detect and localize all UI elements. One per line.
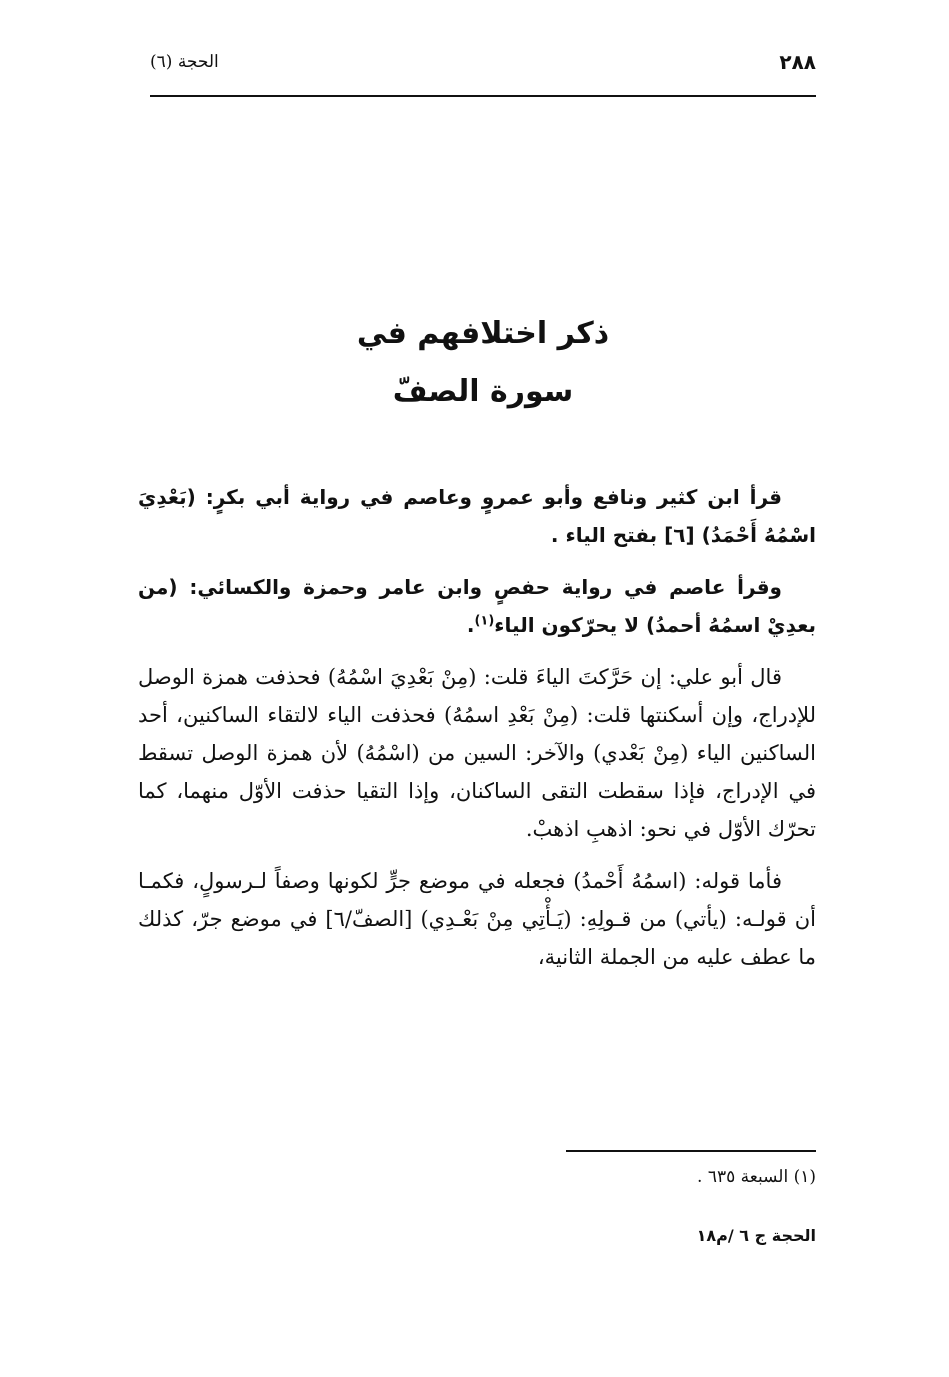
header-rule <box>150 95 816 97</box>
chapter-heading-line-2: سورة الصفّ <box>392 374 574 409</box>
footnote-reference-1: (١) <box>474 613 495 629</box>
running-title: الحجة (٦) <box>150 52 219 72</box>
page-number: ٢٨٨ <box>779 50 816 74</box>
paragraph-1: قرأ ابن كثير ونافع وأبو عمروٍ وعاصم في رواية أبي بكرٍ: (بَعْدِيَ اسْمُهُ أَحْمَدُ) [٦] بفتح الياء . <box>138 485 816 547</box>
paragraph-2-end: . <box>466 613 475 637</box>
printer-signature-mark: الحجة ج ٦ /م١٨ <box>696 1226 816 1245</box>
chapter-heading-line-1: ذكر اختلافهم في <box>356 316 610 351</box>
body-text <box>138 478 816 990</box>
paragraph-3: قال أبو علي: إن حَرَّكتَ الياءَ قلت: (مِنْ بَعْدِيَ اسْمُهُ) فحذفت همزة الوصل للإدراج، وإن أسكنتها قلت: (مِنْ بَعْدِ اسمُهُ) فحذفت الياء لالتقاء الساكنين، أحد الساكنين الياء (مِنْ بَعْدي) والآخر: السين من (اسْمُهُ) لأن همزة الوصل تسقط في الإدراج، فإذا سقطت التقى الساكنان، وإذا التقيا حذفت الأوّل منهما، كما تحرّك الأوّل في نحو: اذهبِ اذهبْ. <box>138 665 816 841</box>
paragraph-2-text: وقرأ عاصم في رواية حفصٍ وابن عامر وحمزة والكسائي: (من بعدِيْ اسمُهُ أحمدُ) لا يحرّكون الياء <box>138 575 816 637</box>
paragraph-4: فأما قوله: (اسمُهُ أَحْمدُ) فجعله في موضع جرٍّ لكونها وصفاً لـرسولٍ، فكمـا أن قولـه: (يأتي) من قـولِهِ: (يَـأْتِي مِنْ بَعْـدِي) [الصفّ/٦] في موضع جرّ، كذلك ما عطف عليه من الجملة الثانية، <box>138 869 816 969</box>
chapter-heading <box>150 305 816 421</box>
paragraph-2 <box>138 568 816 644</box>
footnote-rule <box>566 1150 816 1152</box>
running-header <box>150 50 816 90</box>
footnote-1: (١) السبعة ٦٣٥ . <box>697 1167 816 1187</box>
